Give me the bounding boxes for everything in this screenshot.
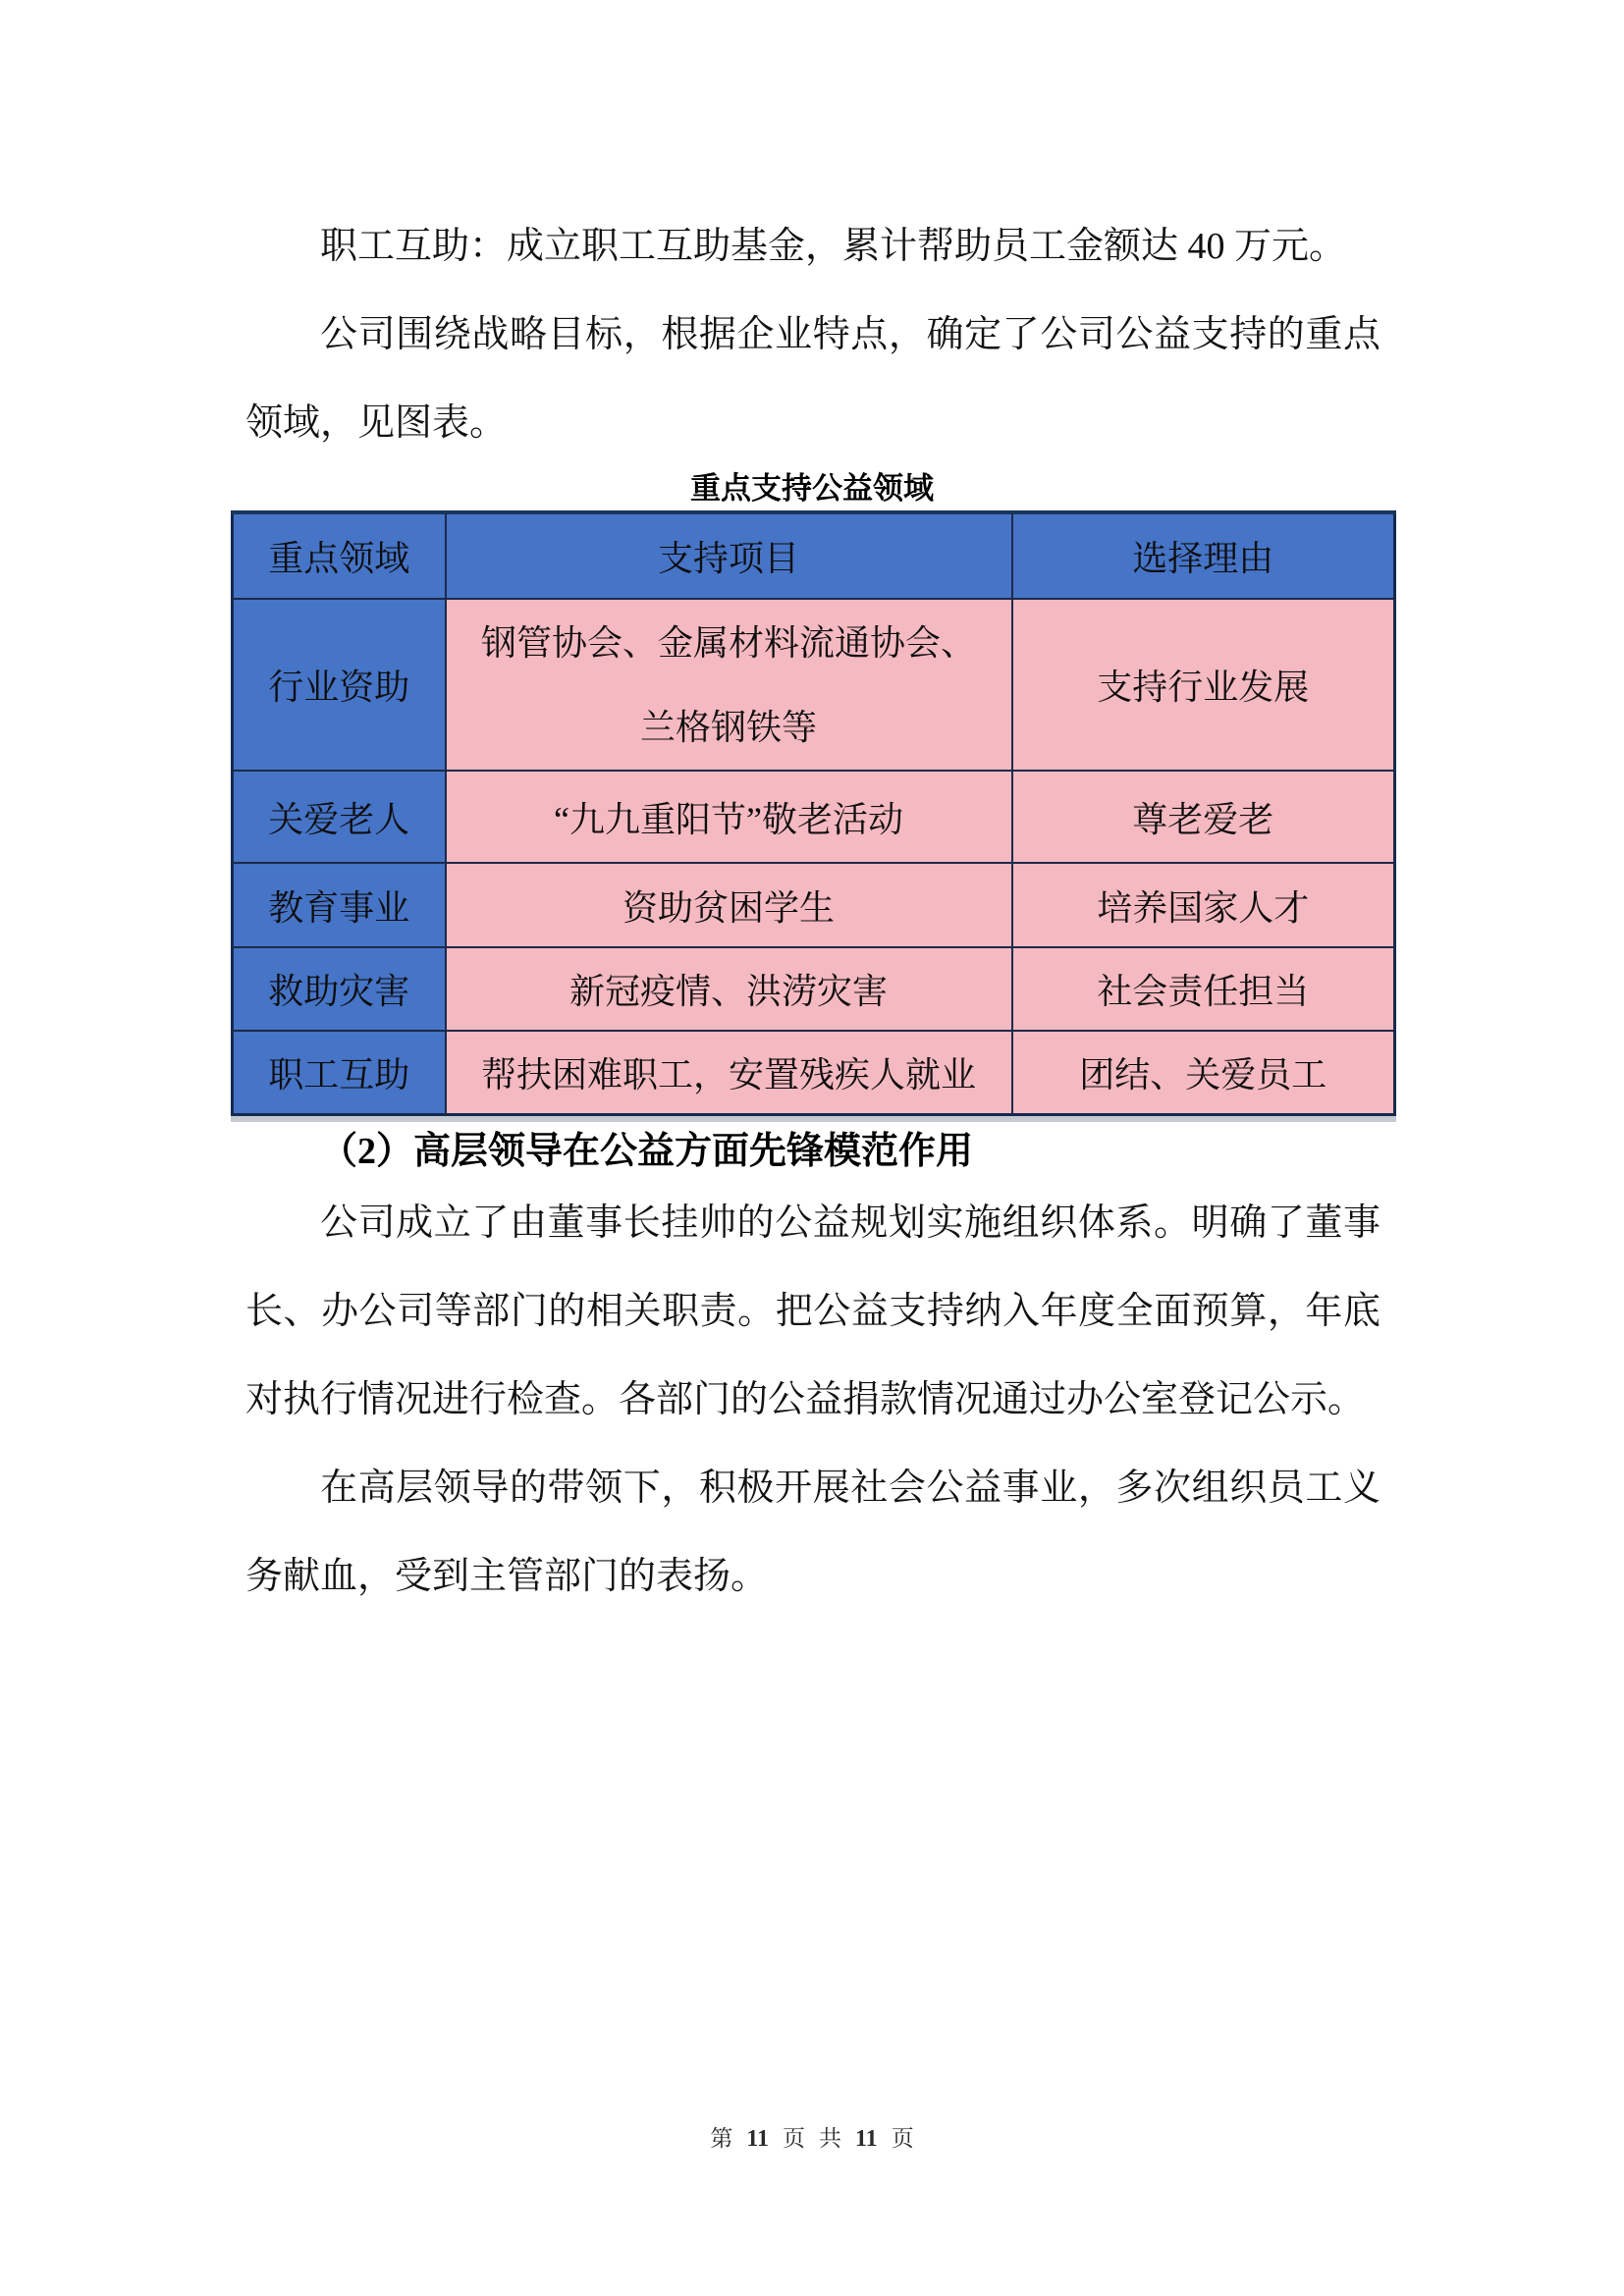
project-cell: 新冠疫情、洪涝灾害 bbox=[446, 947, 1012, 1031]
area-cell: 关爱老人 bbox=[233, 771, 446, 863]
project-line: 兰格钢铁等 bbox=[639, 707, 817, 747]
table-row bbox=[233, 599, 1395, 771]
page-footer bbox=[0, 2120, 1624, 2153]
footer-current-page: 11 bbox=[746, 2126, 769, 2152]
paragraph-strategy-intro: 公司围绕战略目标，根据企业特点，确定了公司公益支持的重点领域，见图表。 bbox=[245, 314, 1380, 444]
reason-cell: 团结、关爱员工 bbox=[1012, 1031, 1395, 1114]
reason-cell: 社会责任担当 bbox=[1012, 947, 1395, 1031]
paragraph-leadership: 在高层领导的带领下，积极开展社会公益事业，多次组织员工义务献血，受到主管部门的表扬。 bbox=[245, 1467, 1380, 1597]
project-line: 钢管协会、金属材料流通协会、 bbox=[480, 622, 976, 663]
paragraph-organization: 公司成立了由董事长挂帅的公益规划实施组织体系。明确了董事长、办公司等部门的相关职责。把公益支持纳入年度全面预算，年底对执行情况进行检查。各部门的公益捐款情况通过办公室登记公示。 bbox=[245, 1201, 1380, 1420]
column-header-area: 重点领域 bbox=[233, 512, 446, 599]
footer-label-suffix: 页 bbox=[891, 2126, 914, 2151]
project-cell: 帮扶困难职工，安置残疾人就业 bbox=[446, 1031, 1012, 1114]
table-row bbox=[233, 1031, 1395, 1114]
column-header-project: 支持项目 bbox=[446, 512, 1012, 599]
area-cell: 行业资助 bbox=[233, 599, 446, 771]
project-cell: 资助贫困学生 bbox=[446, 863, 1012, 947]
footer-label-prefix: 第 bbox=[710, 2126, 733, 2151]
column-header-reason: 选择理由 bbox=[1012, 512, 1395, 599]
project-cell bbox=[446, 599, 1012, 771]
footer-total-pages: 11 bbox=[855, 2126, 878, 2152]
area-cell: 教育事业 bbox=[233, 863, 446, 947]
footer-label-page: 页 bbox=[783, 2126, 805, 2151]
reason-cell: 支持行业发展 bbox=[1012, 599, 1395, 771]
area-cell: 救助灾害 bbox=[233, 947, 446, 1031]
table-row bbox=[233, 771, 1395, 863]
section-heading: （2）高层领导在公益方面先锋模范作用 bbox=[320, 1130, 974, 1172]
document-content bbox=[245, 202, 1380, 1621]
area-cell: 职工互助 bbox=[233, 1031, 446, 1114]
table-header-row bbox=[233, 512, 1395, 599]
reason-cell: 培养国家人才 bbox=[1012, 863, 1395, 947]
footer-label-conjunction: 共 bbox=[819, 2126, 841, 2151]
project-cell: “九九重阳节”敬老活动 bbox=[446, 771, 1012, 863]
table-row bbox=[233, 863, 1395, 947]
paragraph-staff-mutual-aid: 职工互助：成立职工互助基金，累计帮助员工金额达 40 万元。 bbox=[320, 226, 1347, 267]
reason-cell: 尊老爱老 bbox=[1012, 771, 1395, 863]
support-areas-table bbox=[231, 510, 1396, 1116]
table-row bbox=[233, 947, 1395, 1031]
table-title: 重点支持公益领域 bbox=[690, 471, 934, 506]
